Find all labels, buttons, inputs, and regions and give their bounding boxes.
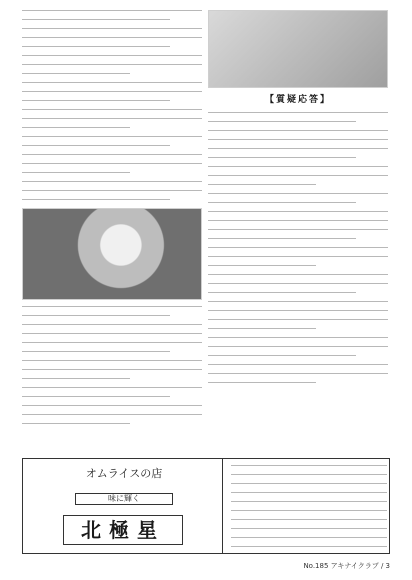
ad-logo: 北極星 <box>63 515 183 545</box>
body-text-left-top <box>22 10 202 208</box>
presentation-photo <box>208 10 388 88</box>
ad-subline: 味に輝く <box>75 493 173 505</box>
right-column <box>208 10 388 391</box>
qa-body-text <box>208 112 388 391</box>
ad-tagline: オムライスの店 <box>85 467 163 480</box>
speaker-photo <box>22 208 202 300</box>
left-column <box>22 10 202 432</box>
ad-branding <box>23 459 223 553</box>
ad-branch-list <box>231 465 387 549</box>
restaurant-advertisement <box>22 458 390 554</box>
page-footer: No.185 アキナイクラブ / 3 <box>303 562 390 570</box>
body-text-left-bottom <box>22 306 202 432</box>
qa-section-title: 【質疑応答】 <box>264 95 331 105</box>
